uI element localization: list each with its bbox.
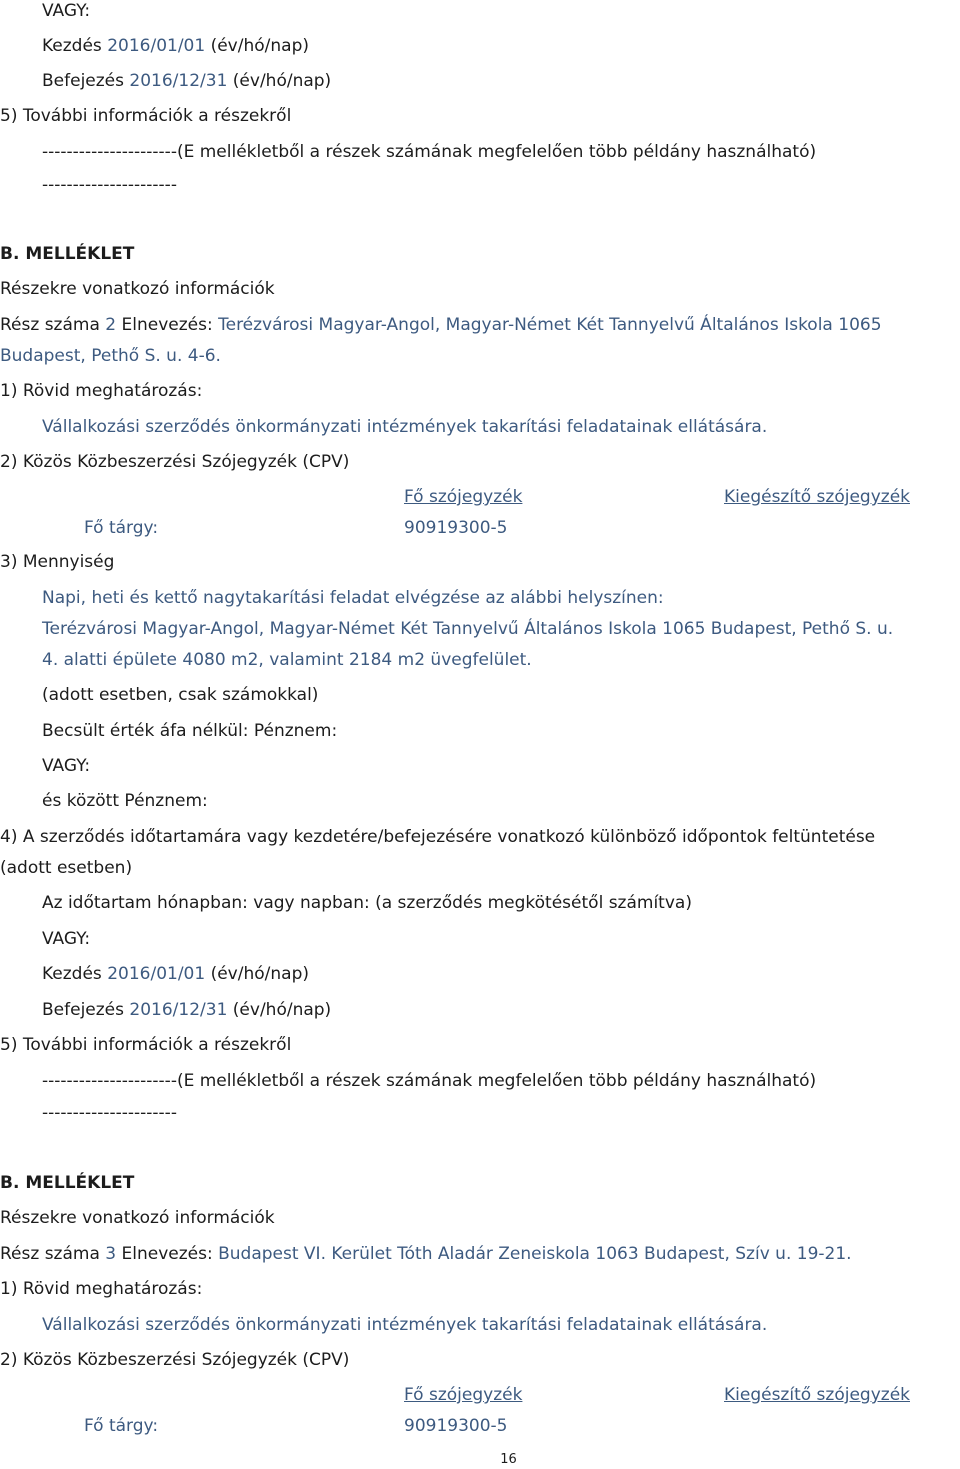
estimated-value: Becsült érték áfa nélkül: Pénznem: [42, 721, 338, 741]
annex-title: B. MELLÉKLET [0, 1173, 135, 1193]
supplementary-vocabulary-header: Kiegészítő szójegyzék [724, 487, 910, 507]
vagy-label: VAGY: [42, 756, 91, 776]
quantity-heading: 3) Mennyiség [0, 552, 115, 572]
cpv-code: 90919300-5 [404, 518, 508, 538]
cpv-code: 90919300-5 [404, 1416, 508, 1436]
start-label: Kezdés [42, 36, 102, 56]
numbers-only-note: (adott esetben, csak számokkal) [42, 685, 319, 705]
cpv-heading: 2) Közös Közbeszerzési Szójegyzék (CPV) [0, 452, 350, 472]
annex-subtitle: Részekre vonatkozó információk [0, 279, 275, 299]
main-vocabulary-header: Fő szójegyzék [404, 1385, 523, 1405]
name-label: Elnevezés: [121, 315, 213, 335]
end-label: Befejezés [42, 71, 124, 91]
range-currency: és között Pénznem: [42, 791, 208, 811]
short-desc-label: 1) Rövid meghatározás: [0, 1279, 203, 1299]
main-vocabulary-header: Fő szójegyzék [404, 487, 523, 507]
end-date-line [42, 999, 331, 1021]
dashes-note: ----------------------(E mellékletből a részek számának megfelelően több példány használható) [42, 1071, 817, 1091]
quantity-text-3: 4. alatti épülete 4080 m2, valamint 2184 m2 üvegfelület. [42, 650, 532, 670]
start-label: Kezdés [42, 964, 102, 984]
part-name: Terézvárosi Magyar-Angol, Magyar-Német Két Tannyelvű Általános Iskola 1065 [218, 315, 882, 335]
dashes-line: ---------------------- [42, 175, 177, 195]
vagy-label: VAGY: [42, 929, 91, 949]
supplementary-vocabulary-header: Kiegészítő szójegyzék [724, 1385, 910, 1405]
short-desc-text: Vállalkozási szerződés önkormányzati intézmények takarítási feladatainak ellátására. [42, 1315, 768, 1335]
start-date: 2016/01/01 [107, 36, 206, 56]
part-number: 3 [105, 1244, 117, 1264]
vagy-label: VAGY: [42, 1, 91, 21]
end-label: Befejezés [42, 1000, 124, 1020]
end-date-line [42, 70, 331, 92]
short-desc-label: 1) Rövid meghatározás: [0, 381, 203, 401]
annex-subtitle: Részekre vonatkozó információk [0, 1208, 275, 1228]
end-date: 2016/12/31 [129, 1000, 228, 1020]
short-desc-text: Vállalkozási szerződés önkormányzati intézmények takarítási feladatainak ellátására. [42, 417, 768, 437]
date-format: (év/hó/nap) [210, 36, 309, 56]
name-label: Elnevezés: [121, 1244, 213, 1264]
duration-months-days: Az időtartam hónapban: vagy napban: (a szerződés megkötésétől számítva) [42, 893, 692, 913]
part-number-label: Rész száma [0, 1244, 100, 1264]
part-name-line [0, 314, 882, 336]
dashes-line: ---------------------- [42, 1103, 177, 1123]
duration-heading-cont: (adott esetben) [0, 858, 133, 878]
quantity-text-1: Napi, heti és kettő nagytakarítási feladat elvégzése az alábbi helyszínen: [42, 588, 664, 608]
quantity-text-2: Terézvárosi Magyar-Angol, Magyar-Német Két Tannyelvű Általános Iskola 1065 Budapest, Pethő S. u. [42, 619, 894, 639]
main-object-label: Fő tárgy: [84, 1416, 159, 1436]
start-date: 2016/01/01 [107, 964, 206, 984]
cpv-heading: 2) Közös Közbeszerzési Szójegyzék (CPV) [0, 1350, 350, 1370]
part-name-cont: Budapest, Pethő S. u. 4-6. [0, 346, 221, 366]
further-info-heading: 5) További információk a részekről [0, 1035, 292, 1055]
main-object-label: Fő tárgy: [84, 518, 159, 538]
start-date-line [42, 963, 309, 985]
date-format: (év/hó/nap) [232, 71, 332, 91]
end-date: 2016/12/31 [129, 71, 228, 91]
part-name: Budapest VI. Kerület Tóth Aladár Zeneiskola 1063 Budapest, Szív u. 19-21. [218, 1244, 852, 1264]
part-number: 2 [105, 315, 117, 335]
part-name-line [0, 1243, 852, 1265]
annex-title: B. MELLÉKLET [0, 244, 135, 264]
date-format: (év/hó/nap) [232, 1000, 332, 1020]
further-info-heading: 5) További információk a részekről [0, 106, 292, 126]
part-number-label: Rész száma [0, 315, 100, 335]
duration-heading: 4) A szerződés időtartamára vagy kezdetére/befejezésére vonatkozó különböző időpontok feltüntetése [0, 827, 876, 847]
date-format: (év/hó/nap) [210, 964, 309, 984]
dashes-note: ----------------------(E mellékletből a részek számának megfelelően több példány használható) [42, 142, 817, 162]
start-date-line [42, 35, 309, 57]
page-number: 16 [500, 1452, 517, 1467]
